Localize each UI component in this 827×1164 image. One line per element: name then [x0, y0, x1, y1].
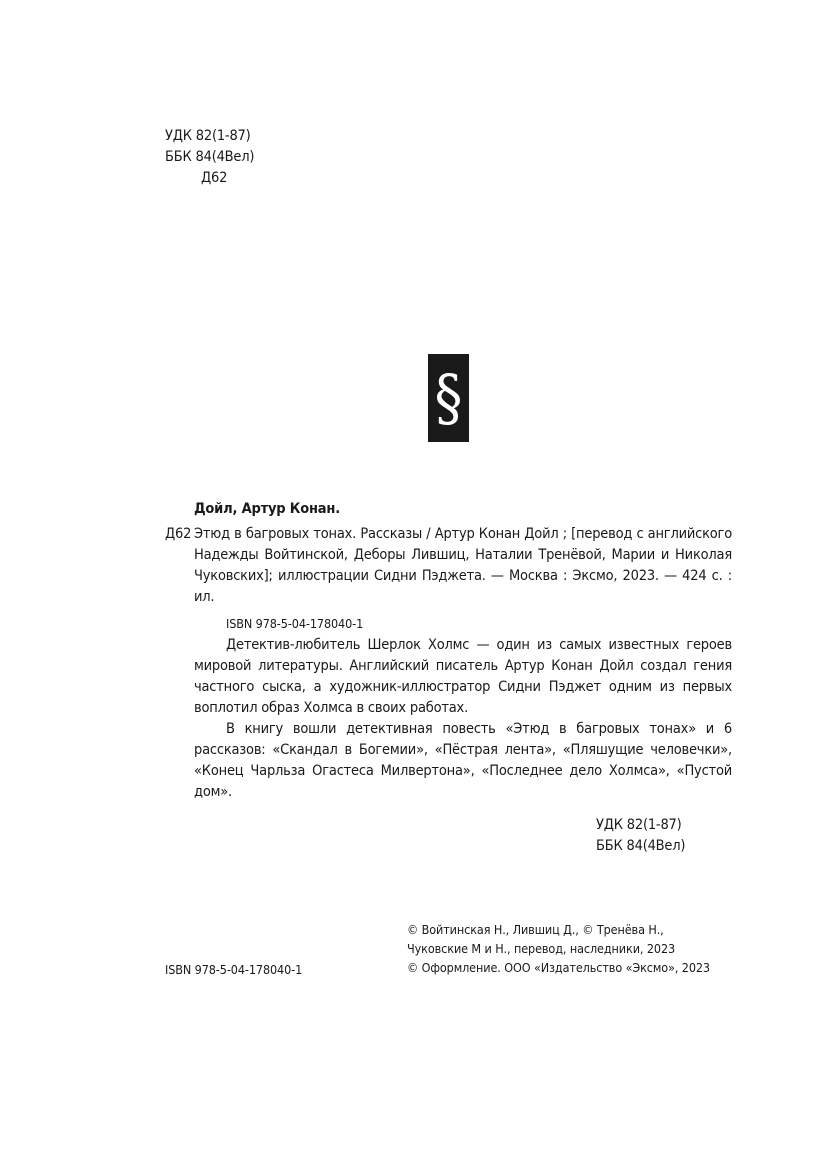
annotation-paragraph: Детектив-любитель Шерлок Холмс — один из самых известных героев мировой литературы. Английский писатель Артур Конан Дойл создал гения частного сыска, а художник-иллюстратор Сидни Пэджет одним из первых воплотил образ Холмса в своих работах. [194, 637, 732, 716]
annotation-paragraph: В книгу вошли детективная повесть «Этюд в багровых тонах» и 6 рассказов: «Скандал в Богемии», «Пёстрая лента», «Пляшущие человечки», «Конец Чарльза Огастеса Милвертона», «Последнее дело Холмса», «Пустой дом». [194, 721, 732, 800]
copyright-line: © Войтинская Н., Лившиц Д., © Тренёва Н., [407, 922, 664, 937]
section-sign-logo [428, 354, 469, 442]
cutter-code-main: Д62 [165, 526, 192, 542]
author-heading: Дойл, Артур Конан. [194, 501, 340, 517]
cutter-code: Д62 [201, 170, 228, 186]
isbn-bottom: ISBN 978-5-04-178040-1 [165, 962, 303, 977]
copyright-block [407, 920, 710, 977]
isbn-line: ISBN 978-5-04-178040-1 [226, 616, 364, 631]
annotation [194, 635, 732, 803]
copyright-line: Чуковские М и Н., перевод, наследники, 2023 [407, 941, 676, 956]
bibliographic-description: Этюд в багровых тонах. Рассказы / Артур Конан Дойл ; [перевод с английского Надежды Войтинской, Деборы Лившиц, Наталии Тренёвой, Марии и Николая Чуковских]; иллюстрации Сидни Пэджета. — Москва : Эксмо, 2023. — 424 с. : ил. [194, 526, 732, 605]
udk-code: УДК 82(1-87) [165, 128, 251, 144]
classification-block-bottom [596, 815, 685, 857]
classification-block-top [165, 126, 254, 189]
udk-code: УДК 82(1-87) [596, 817, 682, 833]
section-sign-icon: § [434, 361, 463, 434]
copyright-line: © Оформление. ООО «Издательство «Эксмо», 2023 [407, 960, 710, 975]
bbk-code: ББК 84(4Вел) [596, 838, 686, 854]
bbk-code: ББК 84(4Вел) [165, 149, 255, 165]
